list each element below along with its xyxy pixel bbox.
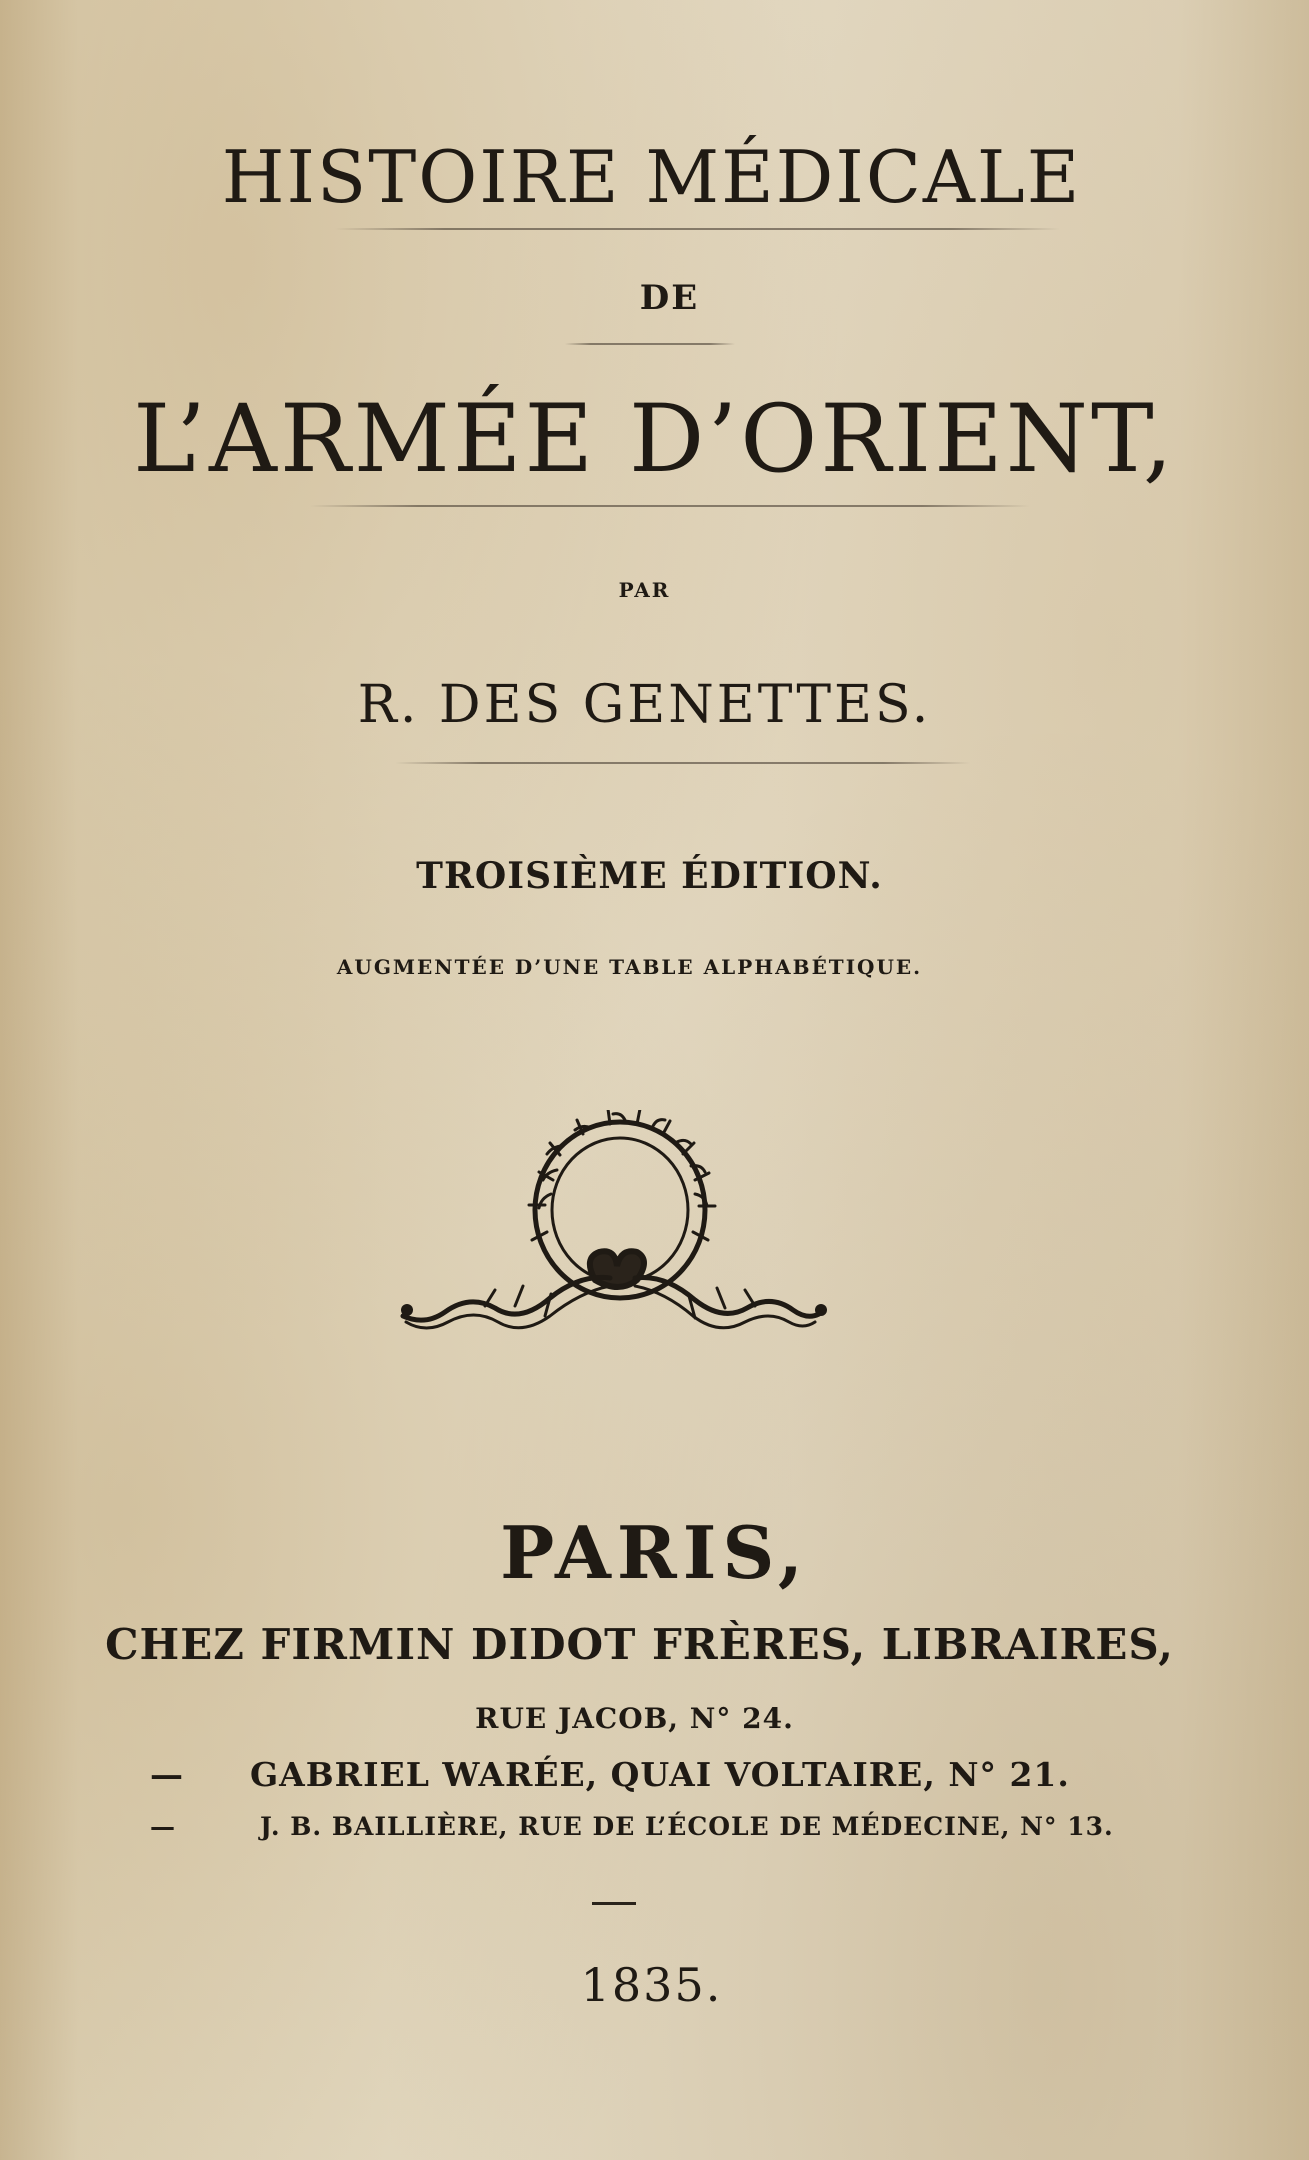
edition-label: TROISIÈME ÉDITION. [416, 855, 883, 897]
publication-year: 1835. [580, 1958, 723, 2012]
decorative-rule [565, 343, 735, 345]
author-name: R. DES GENETTES. [357, 675, 932, 735]
imprint-bookseller: J. B. BAILLIÈRE, RUE DE L’ÉCOLE DE MÉDECINE, N° 13. [260, 1812, 1114, 1841]
separator-rule [592, 1902, 636, 1905]
imprint-address: RUE JACOB, N° 24. [475, 1702, 794, 1735]
laurel-wreath-icon [395, 1110, 835, 1370]
title-line-1: HISTOIRE MÉDICALE [221, 135, 1082, 219]
em-dash: — [150, 1812, 176, 1841]
decorative-rule [335, 228, 1060, 230]
byline-par: PAR [618, 578, 671, 602]
imprint-city: PARIS, [500, 1510, 809, 1595]
em-dash: — [150, 1755, 184, 1794]
edition-note: AUGMENTÉE D’UNE TABLE ALPHABÉTIQUE. [336, 955, 923, 979]
imprint-publisher: CHEZ FIRMIN DIDOT FRÈRES, LIBRAIRES, [105, 1620, 1174, 1669]
imprint-bookseller: GABRIEL WARÉE, QUAI VOLTAIRE, N° 21. [250, 1755, 1070, 1794]
decorative-rule [310, 505, 1030, 507]
title-line-2: L’ARMÉE D’ORIENT, [133, 385, 1176, 494]
decorative-rule [395, 762, 970, 764]
title-connector: DE [639, 278, 700, 318]
